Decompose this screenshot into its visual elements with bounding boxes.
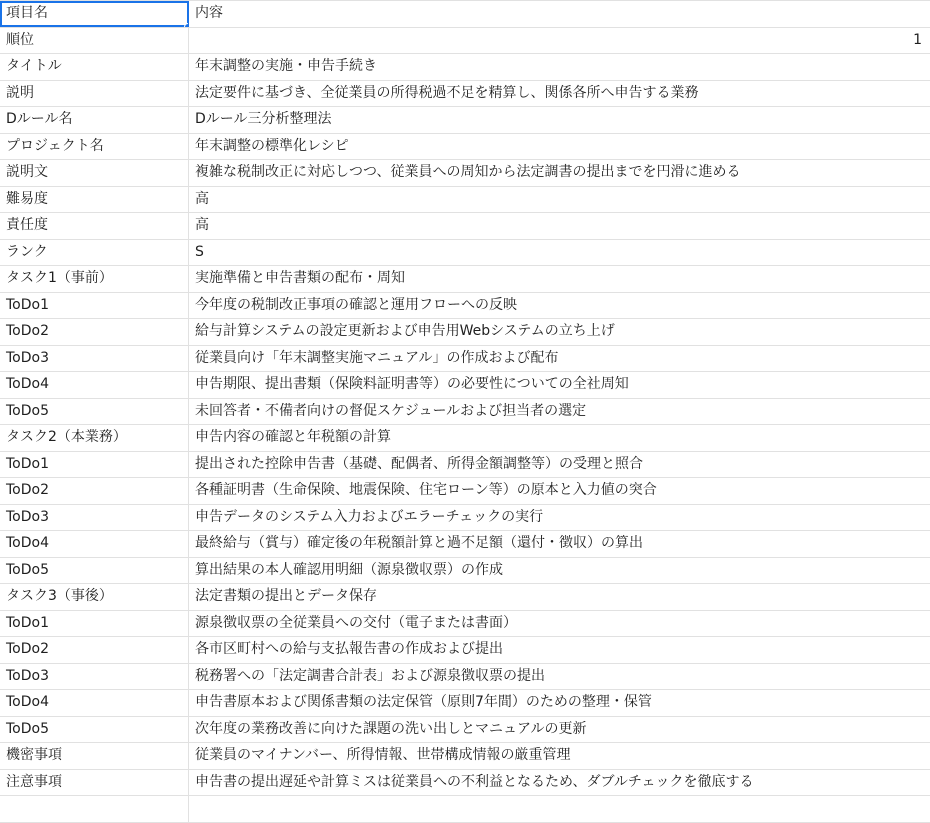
cell-label[interactable]: ToDo2 xyxy=(0,637,189,663)
cell-label[interactable]: ランク xyxy=(0,240,189,266)
cell-label[interactable]: ToDo2 xyxy=(0,319,189,345)
cell-value[interactable]: 申告書原本および関係書類の法定保管（原則7年間）のための整理・保管 xyxy=(195,694,652,710)
cell-label[interactable]: ToDo3 xyxy=(0,505,189,531)
table-row xyxy=(0,770,930,797)
cell-label[interactable]: タイトル xyxy=(0,54,189,80)
cell-value[interactable]: 次年度の業務改善に向けた課題の洗い出しとマニュアルの更新 xyxy=(195,720,587,737)
header-content: 内容 xyxy=(195,5,223,21)
table-row xyxy=(0,266,930,293)
cell-label[interactable]: プロジェクト名 xyxy=(0,134,189,160)
cell-label[interactable]: ToDo1 xyxy=(0,611,189,637)
table-row xyxy=(0,478,930,505)
header-row xyxy=(0,1,930,28)
cell-value[interactable]: 申告期限、提出書類（保険料証明書等）の必要性についての全社周知 xyxy=(195,376,629,392)
cell-value[interactable]: 年末調整の実施・申告手続き xyxy=(195,58,377,74)
cell-value[interactable]: 1 xyxy=(913,31,922,48)
cell-value[interactable]: 源泉徴収票の全従業員への交付（電子または書面） xyxy=(195,614,517,631)
cell-label[interactable]: 注意事項 xyxy=(0,770,189,796)
cell-value[interactable]: 複雑な税制改正に対応しつつ、従業員への周知から法定調書の提出までを円滑に進める xyxy=(195,164,741,180)
table-row xyxy=(0,425,930,452)
cell-value[interactable]: 高 xyxy=(195,217,209,233)
cell-value[interactable]: 各市区町村への給与支払報告書の作成および提出 xyxy=(195,641,503,657)
cell-a1[interactable] xyxy=(0,1,189,27)
table-row xyxy=(0,690,930,717)
table-row xyxy=(0,743,930,770)
cell-label[interactable]: ToDo4 xyxy=(0,372,189,398)
cell-b1[interactable] xyxy=(189,1,930,27)
cell-label[interactable]: タスク1（事前） xyxy=(0,266,189,292)
cell-label[interactable]: ToDo5 xyxy=(0,558,189,584)
cell-label[interactable]: 責任度 xyxy=(0,213,189,239)
cell-label[interactable]: ToDo1 xyxy=(0,452,189,478)
table-row xyxy=(0,346,930,373)
cell-label[interactable]: 説明文 xyxy=(0,160,189,186)
cell-value[interactable]: 年末調整の標準化レシピ xyxy=(195,137,349,154)
table-row xyxy=(0,558,930,585)
cell-value[interactable]: 申告内容の確認と年税額の計算 xyxy=(195,429,391,445)
cell-label[interactable]: タスク2（本業務） xyxy=(0,425,189,451)
cell-value[interactable]: 実施準備と申告書類の配布・周知 xyxy=(195,270,405,286)
cell-value[interactable]: 申告書の提出遅延や計算ミスは従業員への不利益となるため、ダブルチェックを徹底する xyxy=(195,773,754,790)
cell-value[interactable]: 高 xyxy=(195,190,209,207)
table-row xyxy=(0,240,930,267)
cell-value[interactable]: 従業員のマイナンバー、所得情報、世帯構成情報の厳重管理 xyxy=(195,747,571,763)
table-row xyxy=(0,134,930,161)
cell-value[interactable]: 提出された控除申告書（基礎、配偶者、所得金額調整等）の受理と照合 xyxy=(195,455,643,472)
cell-label[interactable]: 順位 xyxy=(0,28,189,54)
table-row xyxy=(0,611,930,638)
table-row xyxy=(0,664,930,691)
cell-value[interactable]: 算出結果の本人確認用明細（源泉徴収票）の作成 xyxy=(195,561,503,578)
table-row xyxy=(0,293,930,320)
cell-label[interactable]: ToDo5 xyxy=(0,399,189,425)
table-row xyxy=(0,372,930,399)
table-row xyxy=(0,505,930,532)
cell-value[interactable]: Dルール三分析整理法 xyxy=(195,111,332,127)
cell-value[interactable]: 各種証明書（生命保険、地震保険、住宅ローン等）の原本と入力値の突合 xyxy=(195,482,657,498)
cell-value[interactable]: S xyxy=(195,243,204,260)
table-row xyxy=(0,399,930,426)
cell-label[interactable]: ToDo1 xyxy=(0,293,189,319)
cell-label[interactable]: 説明 xyxy=(0,81,189,107)
table-row xyxy=(0,213,930,240)
table-row xyxy=(0,28,930,55)
cell-value[interactable]: 法定要件に基づき、全従業員の所得税過不足を精算し、関係各所へ申告する業務 xyxy=(195,84,699,101)
cell-value[interactable]: 最終給与（賞与）確定後の年税額計算と過不足額（還付・徴収）の算出 xyxy=(195,535,643,551)
header-item-name: 項目名 xyxy=(6,5,48,21)
table-row xyxy=(0,54,930,81)
table-row xyxy=(0,187,930,214)
table-row xyxy=(0,319,930,346)
cell-value[interactable]: 給与計算システムの設定更新および申告用Webシステムの立ち上げ xyxy=(195,323,615,339)
cell-value[interactable]: 未回答者・不備者向けの督促スケジュールおよび担当者の選定 xyxy=(195,402,587,419)
cell-label[interactable]: 機密事項 xyxy=(0,743,189,769)
cell-label[interactable]: Dルール名 xyxy=(0,107,189,133)
cell-label[interactable]: ToDo5 xyxy=(0,717,189,743)
cell-value[interactable]: 申告データのシステム入力およびエラーチェックの実行 xyxy=(195,508,544,525)
cell-value[interactable]: 今年度の税制改正事項の確認と運用フローへの反映 xyxy=(195,296,517,313)
cell-label[interactable]: ToDo3 xyxy=(0,346,189,372)
cell-label[interactable]: ToDo3 xyxy=(0,664,189,690)
cell-label[interactable]: ToDo2 xyxy=(0,478,189,504)
table-row xyxy=(0,160,930,187)
table-row xyxy=(0,452,930,479)
table-row xyxy=(0,81,930,108)
cell-label[interactable]: ToDo4 xyxy=(0,531,189,557)
cell-value[interactable]: 法定書類の提出とデータ保存 xyxy=(195,588,377,604)
cell-label[interactable]: ToDo4 xyxy=(0,690,189,716)
cell-value[interactable]: 税務署への「法定調書合計表」および源泉徴収票の提出 xyxy=(195,667,545,684)
cell-label[interactable]: 難易度 xyxy=(0,187,189,213)
table-row xyxy=(0,637,930,664)
table-row xyxy=(0,107,930,134)
cell-value[interactable]: 従業員向け「年末調整実施マニュアル」の作成および配布 xyxy=(195,349,559,366)
data-rows xyxy=(0,28,930,797)
cell-label[interactable]: タスク3（事後） xyxy=(0,584,189,610)
selection-fill-handle[interactable] xyxy=(184,23,189,27)
table-row xyxy=(0,584,930,611)
table-row xyxy=(0,717,930,744)
table-row xyxy=(0,531,930,558)
